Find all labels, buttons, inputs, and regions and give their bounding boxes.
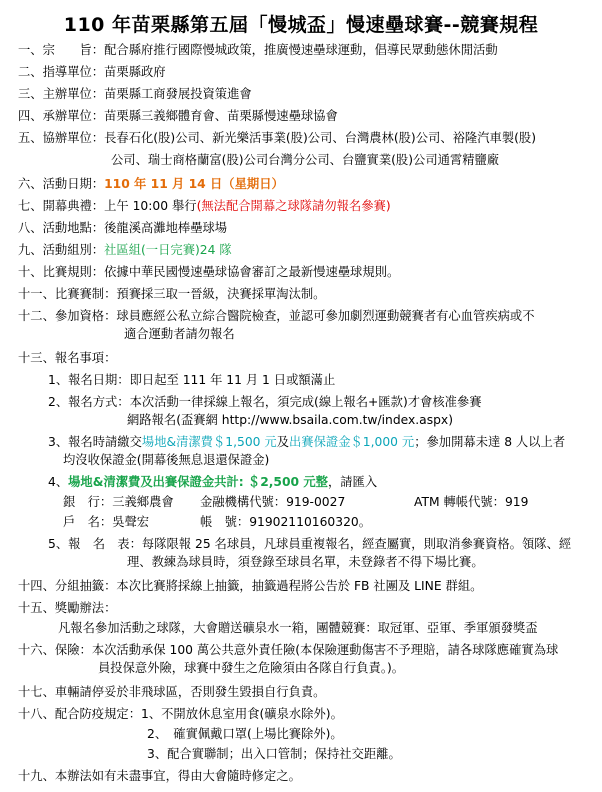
section-co-organizer: [18, 130, 536, 146]
event-date: 110 年 11 月 14 日（星期日）: [104, 177, 284, 191]
section-insurance: [18, 642, 558, 658]
covid-rule-1: 1、不開放休息室用食(礦泉水除外)。: [141, 707, 343, 721]
venue-fee: 場地&清潔費＄1,500 元: [141, 435, 277, 449]
fee-total: [48, 474, 377, 490]
registration-fee: [48, 434, 565, 450]
fee-total-post: ，請匯入: [327, 475, 378, 489]
account-number: 帳 號：91902110160320。: [200, 515, 372, 529]
section-key: 車輛請停妥於非飛球區，: [54, 685, 191, 699]
section-key: 比賽規則：: [42, 265, 105, 279]
section-value: 依據中華民國慢速壘球協會審訂之最新慢速壘球規則。: [104, 265, 400, 279]
section-supervisor: [18, 64, 166, 80]
section-number: 十二、: [18, 309, 55, 323]
section-date: [18, 176, 284, 192]
section-covid: [18, 706, 343, 722]
section-value: 預賽採三取一晉級，決賽採單淘汰制。: [116, 287, 326, 301]
section-key: 宗 旨：: [42, 43, 105, 57]
fee-total-amount: 場地&清潔費及出賽保證金共計: ＄2,500 元整: [68, 475, 328, 489]
section-insurance-cont: 員投保意外險，球賽中發生之危險須由各隊自行負責。)。: [98, 661, 405, 675]
section-number: 四、: [18, 109, 43, 123]
section-number: 九、: [18, 243, 43, 257]
account-name: 戶 名：吳聲宏: [63, 515, 150, 529]
section-key: 承辦單位：: [42, 109, 105, 123]
section-value: 配合縣府推行國際慢城政策，推廣慢速壘球運動，倡導民眾動態休閒活動: [104, 43, 498, 57]
section-number: 五、: [18, 131, 43, 145]
section-key: 指導單位：: [42, 65, 105, 79]
section-value: 苗栗縣政府: [104, 65, 166, 79]
section-number: 十六、: [18, 643, 55, 657]
division-value: 社區組(一日完賽)24 隊: [104, 243, 232, 257]
section-key: 活動日期：: [42, 177, 105, 191]
section-value: 苗栗縣工商發展投資策進會: [104, 87, 252, 101]
registration-form-cont: 理、教練為球員時，須登錄至球員名單，未登錄者不得下場比賽。: [127, 555, 484, 569]
fee-and: 及: [276, 435, 289, 449]
section-awards-heading: 十五、獎勵辦法：: [18, 601, 117, 615]
section-key: 本辦法如有未盡事宜，: [54, 769, 178, 783]
section-value: 苗栗縣三義鄉體育會、苗栗縣慢速壘球協會: [104, 109, 338, 123]
section-eligibility: [18, 308, 535, 324]
section-value: 後龍溪高灘地棒壘球場: [104, 221, 228, 235]
section-number: 十四、: [18, 579, 55, 593]
section-number: 十九、: [18, 769, 55, 783]
section-number: 十、: [18, 265, 43, 279]
registration-form: 5、報 名 表：每隊限報 25 名球員，凡球員重複報名，經查屬實，則取消參賽資格。領隊、經: [48, 537, 572, 551]
deposit-fee: 出賽保證金＄1,000 元: [289, 435, 415, 449]
section-key: 活動組別：: [42, 243, 105, 257]
section-co-organizer-cont: 公司、瑞士商格蘭富(股)公司台灣分公司、台鹽實業(股)公司通霄精鹽廠: [111, 153, 500, 167]
page-title: 110 年苗栗縣第五屆「慢城盃」慢速壘球賽--競賽規程: [63, 14, 539, 36]
section-number: 六、: [18, 177, 43, 191]
section-division: [18, 242, 232, 258]
section-number: 三、: [18, 87, 43, 101]
section-number: 八、: [18, 221, 43, 235]
section-host: [18, 108, 338, 124]
section-key: 開幕典禮：: [42, 199, 105, 213]
section-key: 分組抽籤：: [54, 579, 117, 593]
fee-total-number: 4、: [48, 475, 69, 489]
section-number: 十八、: [18, 707, 55, 721]
section-amendment: [18, 768, 301, 784]
section-format: [18, 286, 325, 302]
section-key: 配合防疫規定：: [54, 707, 141, 721]
registration-method: 2、報名方式：本次活動一律採線上報名，須完成(線上報名+匯款)才會核准參賽: [48, 395, 482, 409]
section-purpose: [18, 42, 498, 58]
awards-detail: 凡報名參加活動之球隊，大會贈送礦泉水一箱，團體競賽：取冠軍、亞軍、季軍頒發獎盃: [58, 621, 538, 635]
section-number: 二、: [18, 65, 43, 79]
fee-pre: 3、報名時請繳交: [48, 435, 142, 449]
section-number: 十七、: [18, 685, 55, 699]
section-key: 協辦單位：: [42, 131, 105, 145]
section-number: 七、: [18, 199, 43, 213]
section-parking: [18, 684, 325, 700]
section-key: 主辦單位：: [42, 87, 105, 101]
fee-post: ；參加開幕未達 8 人以上者: [414, 435, 566, 449]
section-value: 得由大會隨時修定之。: [177, 769, 301, 783]
section-organizer: [18, 86, 252, 102]
atm-code: ATM 轉帳代號：919: [414, 495, 529, 509]
registration-date: 1、報名日期：即日起至 111 年 11 月 1 日或額滿止: [48, 373, 336, 387]
section-key: 活動地點：: [42, 221, 105, 235]
section-eligibility-cont: 適合運動者請勿報名: [124, 327, 235, 341]
section-value: 否則發生毀損自行負責。: [190, 685, 326, 699]
bank-code: 金融機構代號：919-0027: [200, 495, 346, 509]
opening-note: (無法配合開幕之球隊請勿報名參賽): [196, 199, 391, 213]
covid-rule-3: 3、配合實聯制；出入口管制；保持社交距離。: [147, 747, 401, 761]
section-key: 保險：: [54, 643, 92, 657]
bank-name: 銀 行：三義鄉農會: [63, 495, 174, 509]
section-rules: [18, 264, 399, 280]
section-value: 本次比賽將採線上抽籤，抽籤過程將公告於 FB 社團及 LINE 群組。: [116, 579, 483, 593]
section-value: 本次活動承保 100 萬公共意外責任險(本保險運動傷害不予理賠，請各球隊應確實為球: [91, 643, 559, 657]
registration-url: 網路報名(盃賽網 http://www.bsaila.com.tw/index.aspx): [127, 413, 453, 427]
deposit-note: 均沒收保證金(開幕後無息退還保證金): [63, 453, 270, 467]
section-value: 長春石化(股)公司、新光樂活事業(股)公司、台灣農林(股)公司、裕隆汽車製(股): [104, 131, 536, 145]
section-venue: [18, 220, 227, 236]
section-number: 一、: [18, 43, 43, 57]
section-key: 比賽賽制：: [54, 287, 117, 301]
covid-rule-2: 2、 確實佩戴口罩(上場比賽除外)。: [147, 727, 343, 741]
section-value: 球員應經公私立綜合醫院檢查，並認可參加劇烈運動競賽者有心血管疾病或不: [116, 309, 535, 323]
section-registration-heading: 十三、報名事項：: [18, 351, 117, 365]
opening-time: 上午 10:00 舉行: [104, 199, 197, 213]
section-draw: [18, 578, 482, 594]
section-opening: [18, 198, 391, 214]
section-key: 參加資格：: [54, 309, 117, 323]
section-number: 十一、: [18, 287, 55, 301]
